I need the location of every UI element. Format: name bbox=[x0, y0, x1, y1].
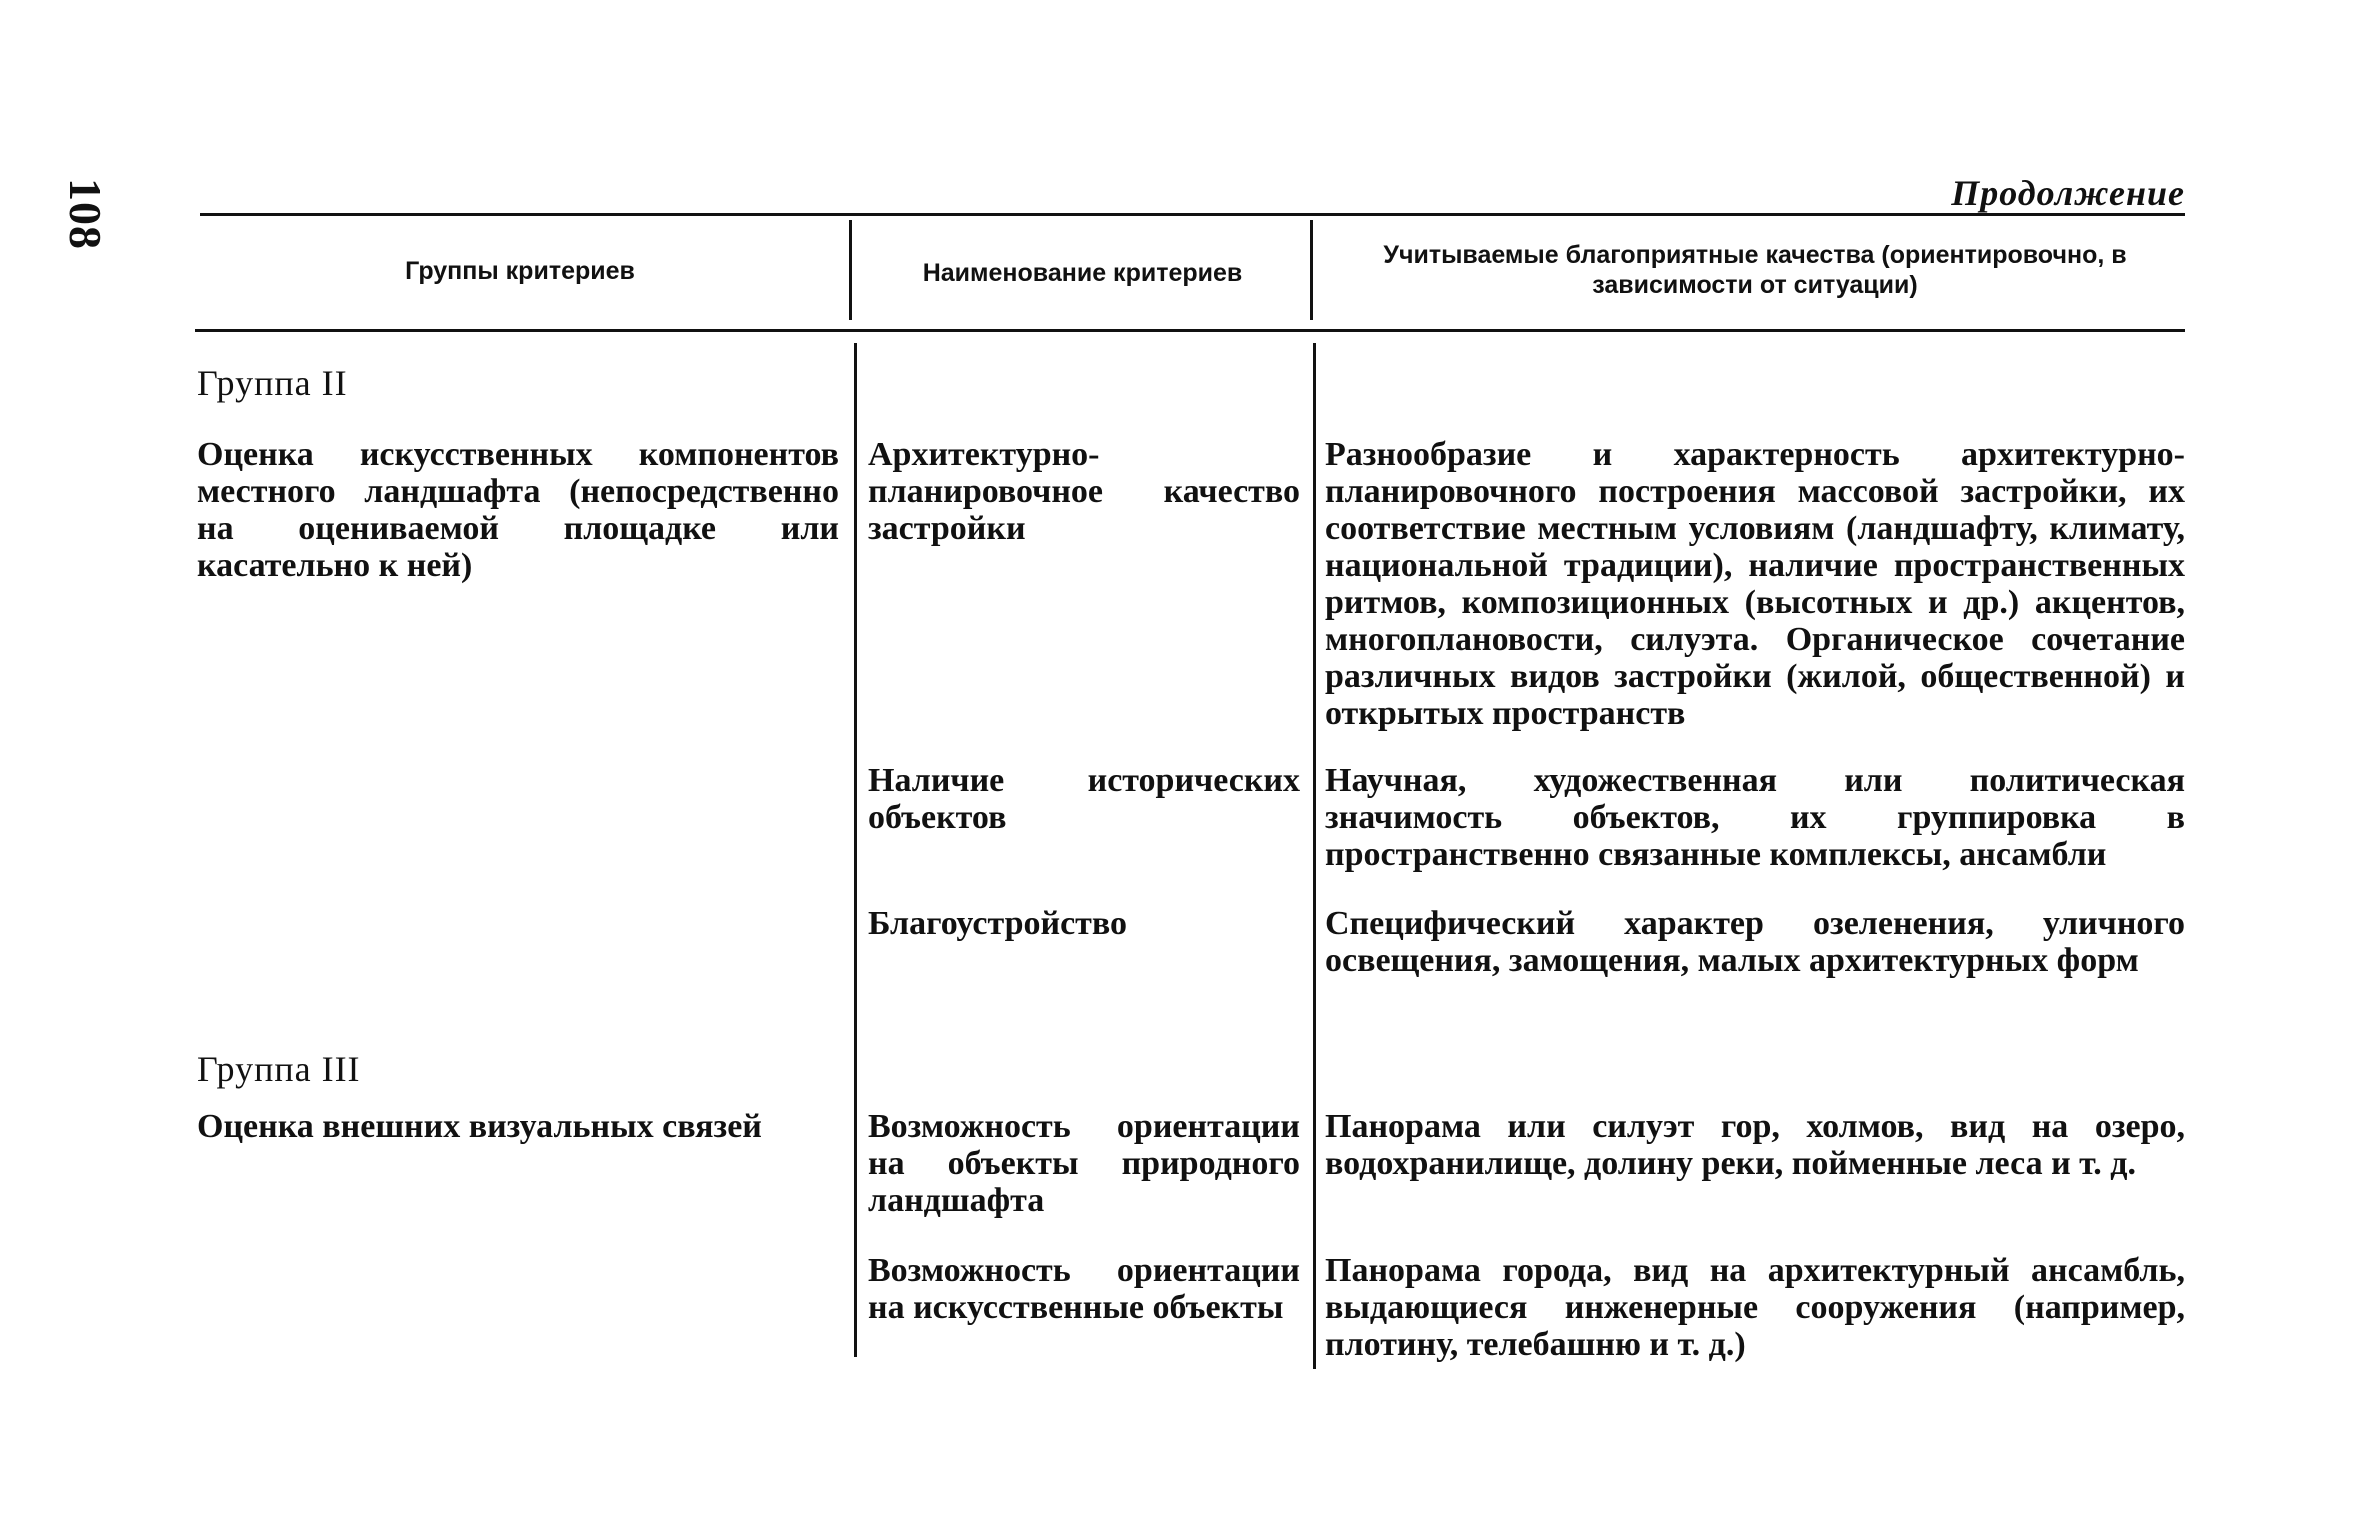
column-divider-1 bbox=[854, 343, 857, 1357]
continuation-label: Продолжение bbox=[1951, 173, 2185, 213]
criterion-name: Архитектурно-планировочное качество застройки bbox=[868, 436, 1300, 547]
criterion-name: Благоустройство bbox=[868, 905, 1127, 942]
criterion-name: Возможность ориентации на искусственные объекты bbox=[868, 1252, 1300, 1326]
header-criteria-name: Наименование критериев bbox=[922, 259, 1243, 287]
criterion-qualities: Панорама города, вид на архитектурный ансамбль, выдающиеся инженерные сооружения (например, плотину, телебашню и т. д.) bbox=[1325, 1252, 2185, 1363]
group-title: Оценка внешних визуальных связей bbox=[197, 1108, 762, 1145]
column-divider-2 bbox=[1313, 343, 1316, 1369]
header-qualities: Учитываемые благоприятные качества (ориентировочно, в зависимости от ситуации) bbox=[1383, 241, 2127, 299]
criterion-qualities: Разнообразие и характерность архитектурно-планировочного построения массовой застройки, их соответствие местным условиям (ландшафту, климату, национальной традиции), наличие пространственных ритмов, композиционных (высотных и др.) акцентов, многоплановости, силуэта. Органическое сочетание различных видов застройки (жилой, общественной) и открытых пространств bbox=[1325, 436, 2185, 732]
table-top-rule bbox=[200, 213, 2185, 216]
criterion-qualities: Панорама или силуэт гор, холмов, вид на озеро, водохранилище, долину реки, пойменные леса и т. д. bbox=[1325, 1108, 2185, 1182]
group-label: Группа III bbox=[197, 1049, 361, 1089]
criterion-name: Наличие исторических объектов bbox=[868, 762, 1300, 836]
header-bottom-rule bbox=[195, 329, 2185, 332]
criterion-qualities: Научная, художественная или политическая значимость объектов, их группировка в пространственно связанные комплексы, ансамбли bbox=[1325, 762, 2185, 873]
criterion-name: Возможность ориентации на объекты природного ландшафта bbox=[868, 1108, 1300, 1219]
header-divider-2 bbox=[1310, 220, 1313, 320]
header-divider-1 bbox=[849, 220, 852, 320]
group-title: Оценка искусственных компонентов местного ландшафта (непосредственно на оцениваемой площадке или касательно к ней) bbox=[197, 436, 839, 584]
criterion-qualities: Специфический характер озеленения, уличного освещения, замощения, малых архитектурных форм bbox=[1325, 905, 2185, 979]
header-groups: Группы критериев bbox=[405, 257, 635, 285]
page-number: 108 bbox=[60, 178, 111, 250]
group-label: Группа II bbox=[197, 363, 348, 403]
